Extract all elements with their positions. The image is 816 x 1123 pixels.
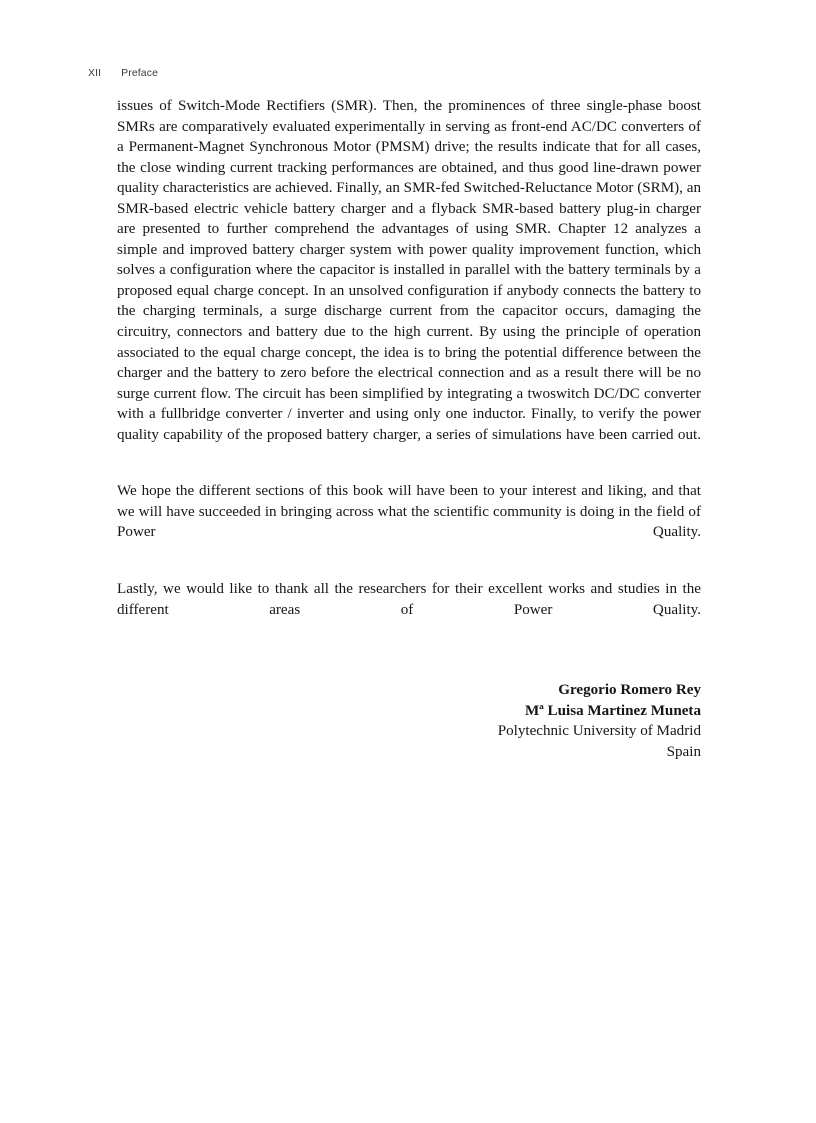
signature-author-1: Gregorio Romero Rey bbox=[558, 682, 701, 698]
paragraph-1: issues of Switch-Mode Rectifiers (SMR). Then, the prominences of three single-phase boost SMRs are comparatively evaluated experimentally in serving as front-end AC/DC converters of a Permanent-Magnet Synchronous Motor (PMSM) drive; the results indicate that for all cases, the close winding current tracking performances are obtained, and thus good line-drawn power quality characteristics are achieved. Finally, an SMR-fed Switched-Reluctance Motor (SRM), an SMR-based electric vehicle battery charger and a flyback SMR-based battery plug-in charger are presented to further comprehend the advantages of using SMR. Chapter 12 analyzes a simple and improved battery charger system with power quality improvement function, which solves a configuration where the capacitor is installed in parallel with the battery terminals by a proposed equal charge concept. In an unsolved configuration if anybody connects the battery to the charging terminals, a surge discharge current from the capacitor occurs, damaging the circuitry, connectors and battery due to the high current. By using the principle of operation associated to the equal charge concept, the idea is to bring the potential difference between the charger and the battery to zero before the electrical connection and as a result there will be no surge current flow. The circuit has been simplified by integrating a twoswitch DC/DC converter with a fullbridge converter / inverter and using only one inductor. Finally, to verify the power quality capability of the proposed battery charger, a series of simulations have been carried out. bbox=[117, 98, 701, 443]
paragraph-3: Lastly, we would like to thank all the researchers for their excellent works and studies in the different areas of Power Quality. bbox=[117, 581, 701, 618]
signature-block bbox=[117, 680, 701, 762]
page-folio: XII bbox=[88, 67, 102, 79]
running-header bbox=[88, 67, 700, 79]
body-text-column bbox=[117, 96, 701, 641]
signature-country: Spain bbox=[666, 743, 701, 760]
signature-author-2: Mª Luisa Martinez Muneta bbox=[525, 702, 701, 719]
header-section-title: Preface bbox=[121, 67, 159, 79]
paragraph-2: We hope the different sections of this book will have been to your interest and liking, and that we will have succeeded in bringing across what the scientific community is doing in the field of Power Quality. bbox=[117, 483, 701, 541]
signature-affiliation: Polytechnic University of Madrid bbox=[497, 723, 701, 739]
